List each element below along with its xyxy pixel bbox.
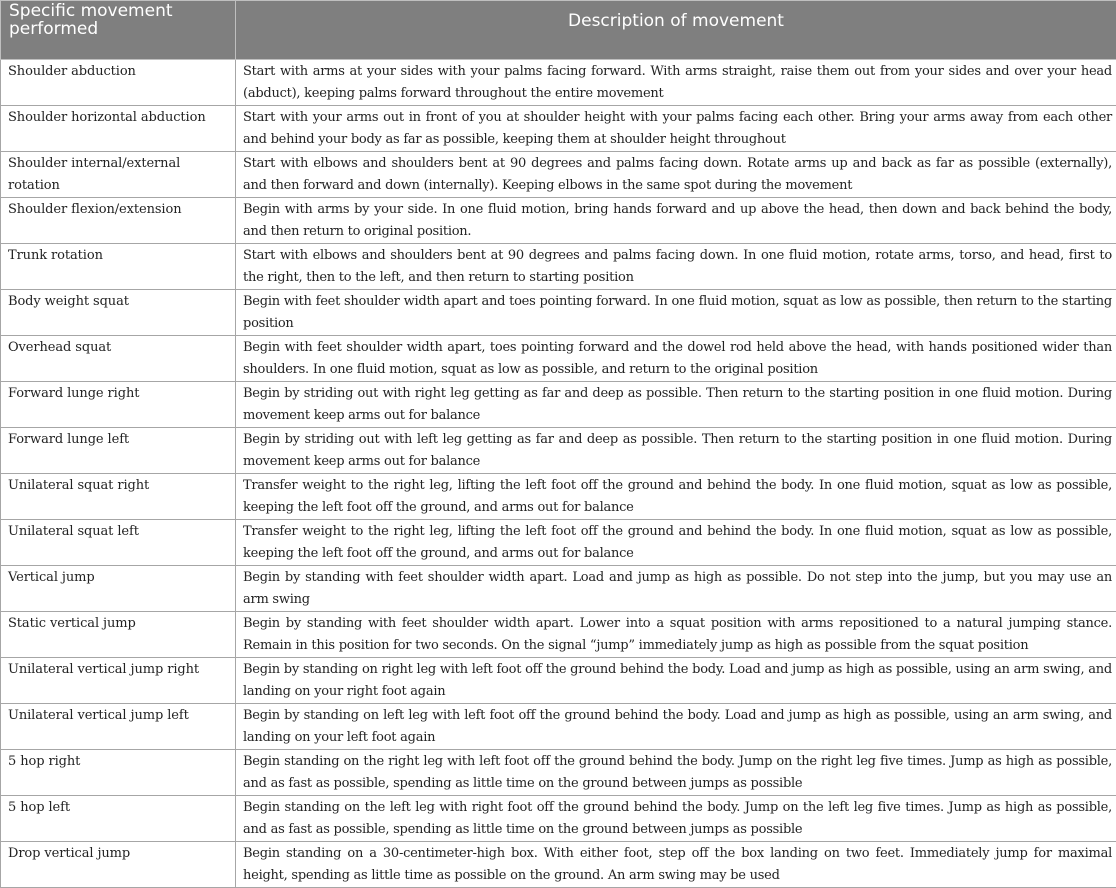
movement-description: Start with arms at your sides with your palms facing forward. With arms straight, raise them out from your sides and over your head (abduct), keeping palms forward throughout the entire movement bbox=[236, 60, 1116, 106]
table-row bbox=[1, 704, 1116, 750]
table-row bbox=[1, 106, 1116, 152]
movement-name: Forward lunge right bbox=[1, 382, 236, 428]
table-row bbox=[1, 566, 1116, 612]
table-row bbox=[1, 152, 1116, 198]
movement-name: Body weight squat bbox=[1, 290, 236, 336]
movement-name: Shoulder abduction bbox=[1, 60, 236, 106]
table-row bbox=[1, 520, 1116, 566]
movement-description: Start with your arms out in front of you at shoulder height with your palms facing each other. Bring your arms away from each other and behind your body as far as possible, keeping them at shoulder height throughout bbox=[236, 106, 1116, 152]
movement-description: Transfer weight to the right leg, lifting the left foot off the ground and behind the body. In one fluid motion, squat as low as possible, keeping the left foot off the ground, and arms out for balance bbox=[236, 474, 1116, 520]
movement-description: Begin by standing on right leg with left foot off the ground behind the body. Load and jump as high as possible, using an arm swing, and landing on your right foot again bbox=[236, 658, 1116, 704]
table-row bbox=[1, 244, 1116, 290]
table-row bbox=[1, 750, 1116, 796]
movement-name: 5 hop right bbox=[1, 750, 236, 796]
movement-description: Begin by standing with feet shoulder width apart. Lower into a squat position with arms repositioned to a natural jumping stance. Remain in this position for two seconds. On the signal “jump” immediately jump as high as possible from the squat position bbox=[236, 612, 1116, 658]
table-row bbox=[1, 60, 1116, 106]
movement-name: Drop vertical jump bbox=[1, 842, 236, 888]
column-header-description: Description of movement bbox=[236, 1, 1116, 60]
table-row bbox=[1, 290, 1116, 336]
movement-description: Begin standing on the right leg with left foot off the ground behind the body. Jump on the right leg five times. Jump as high as possible, and as fast as possible, spending as little time on the ground between jumps as possible bbox=[236, 750, 1116, 796]
movement-name: Static vertical jump bbox=[1, 612, 236, 658]
movement-name: Forward lunge left bbox=[1, 428, 236, 474]
movement-description: Begin with arms by your side. In one fluid motion, bring hands forward and up above the head, then down and back behind the body, and then return to original position. bbox=[236, 198, 1116, 244]
movement-name: 5 hop left bbox=[1, 796, 236, 842]
movement-description: Transfer weight to the right leg, lifting the left foot off the ground and behind the body. In one fluid motion, squat as low as possible, keeping the left foot off the ground, and arms out for balance bbox=[236, 520, 1116, 566]
table-row bbox=[1, 336, 1116, 382]
movement-description: Begin by striding out with right leg getting as far and deep as possible. Then return to the starting position in one fluid motion. During movement keep arms out for balance bbox=[236, 382, 1116, 428]
movement-name: Shoulder flexion/extension bbox=[1, 198, 236, 244]
movement-description: Begin with feet shoulder width apart and toes pointing forward. In one fluid motion, squat as low as possible, then return to the starting position bbox=[236, 290, 1116, 336]
movement-description: Begin by standing on left leg with left foot off the ground behind the body. Load and jump as high as possible, using an arm swing, and landing on your left foot again bbox=[236, 704, 1116, 750]
movement-description: Begin by striding out with left leg getting as far and deep as possible. Then return to the starting position in one fluid motion. During movement keep arms out for balance bbox=[236, 428, 1116, 474]
movement-name: Shoulder internal/external rotation bbox=[1, 152, 236, 198]
table-row bbox=[1, 198, 1116, 244]
table-header-row bbox=[1, 1, 1116, 60]
movement-name: Shoulder horizontal abduction bbox=[1, 106, 236, 152]
column-header-movement: Specific movement performed bbox=[1, 1, 236, 60]
movement-description: Begin standing on the left leg with right foot off the ground behind the body. Jump on the left leg five times. Jump as high as possible, and as fast as possible, spending as little time on the ground between jumps as possible bbox=[236, 796, 1116, 842]
movement-description: Start with elbows and shoulders bent at 90 degrees and palms facing down. In one fluid motion, rotate arms, torso, and head, first to the right, then to the left, and then return to starting position bbox=[236, 244, 1116, 290]
movement-name: Unilateral squat left bbox=[1, 520, 236, 566]
movement-name: Unilateral squat right bbox=[1, 474, 236, 520]
table-row bbox=[1, 382, 1116, 428]
table-row bbox=[1, 658, 1116, 704]
table-row bbox=[1, 796, 1116, 842]
movement-name: Overhead squat bbox=[1, 336, 236, 382]
movement-name: Trunk rotation bbox=[1, 244, 236, 290]
movement-name: Vertical jump bbox=[1, 566, 236, 612]
table-row bbox=[1, 474, 1116, 520]
table-row bbox=[1, 842, 1116, 888]
movement-description: Start with elbows and shoulders bent at 90 degrees and palms facing down. Rotate arms up and back as far as possible (externally), and then forward and down (internally). Keeping elbows in the same spot during the movement bbox=[236, 152, 1116, 198]
table-row bbox=[1, 612, 1116, 658]
movement-description: Begin by standing with feet shoulder width apart. Load and jump as high as possible. Do not step into the jump, but you may use an arm swing bbox=[236, 566, 1116, 612]
movement-name: Unilateral vertical jump right bbox=[1, 658, 236, 704]
movement-name: Unilateral vertical jump left bbox=[1, 704, 236, 750]
table-row bbox=[1, 428, 1116, 474]
movement-description: Begin standing on a 30-centimeter-high box. With either foot, step off the box landing on two feet. Immediately jump for maximal height, spending as little time as possible on the ground. An arm swing may be used bbox=[236, 842, 1116, 888]
movement-description: Begin with feet shoulder width apart, toes pointing forward and the dowel rod held above the head, with hands positioned wider than shoulders. In one fluid motion, squat as low as possible, and return to the original position bbox=[236, 336, 1116, 382]
